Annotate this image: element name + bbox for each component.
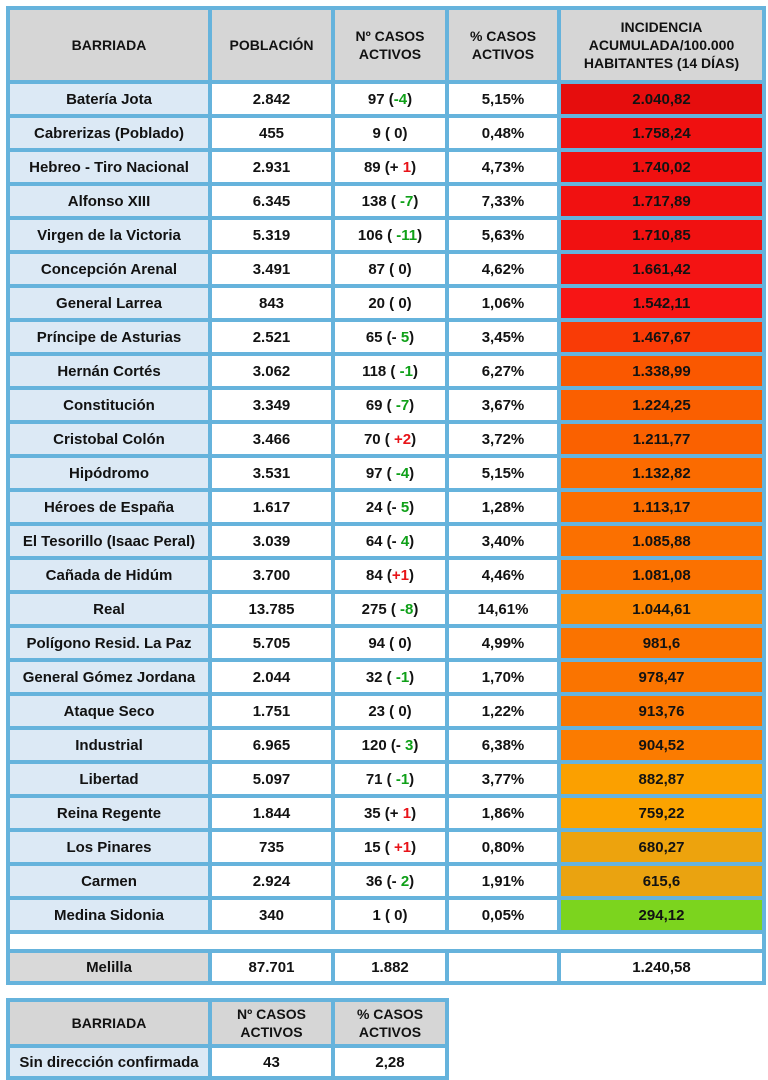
header-casos-activos: Nº CASOS ACTIVOS (333, 8, 447, 82)
casos-delta: 0 (398, 702, 407, 720)
incidencia-cell: 680,27 (559, 830, 764, 864)
barriada-cell: Concepción Arenal (8, 252, 210, 286)
casos-delta: 0 (394, 124, 403, 142)
table-row (8, 490, 764, 524)
pct-cell: 3,40% (447, 524, 559, 558)
incidencia-cell: 1.542,11 (559, 286, 764, 320)
pct-cell: 1,86% (447, 796, 559, 830)
pct-cell: 3,45% (447, 320, 559, 354)
barriada-cell: Cabrerizas (Poblado) (8, 116, 210, 150)
barriada-cell: Cañada de Hidúm (8, 558, 210, 592)
casos-cell: 275 ( -8) (333, 592, 447, 626)
header-casos-activos: Nº CASOS ACTIVOS (210, 1000, 333, 1046)
pct-cell: 5,15% (447, 82, 559, 116)
poblacion-cell: 2.521 (210, 320, 333, 354)
casos-cell: 138 ( -7) (333, 184, 447, 218)
table-row (8, 82, 764, 116)
table-row (8, 660, 764, 694)
barriada-cell: Alfonso XIII (8, 184, 210, 218)
incidencia-cell: 1.085,88 (559, 524, 764, 558)
casos-delta: 2 (400, 872, 410, 890)
casos-cell: 84 (+1) (333, 558, 447, 592)
casos-delta: +1 (393, 838, 412, 856)
totals-pct-cell (447, 951, 559, 983)
table-row (8, 184, 764, 218)
pct-cell: 1,91% (447, 864, 559, 898)
casos-cell: 97 ( -4) (333, 456, 447, 490)
incidencia-cell: 1.081,08 (559, 558, 764, 592)
poblacion-cell: 1.751 (210, 694, 333, 728)
casos-delta: +1 (391, 566, 409, 584)
spacer-row (8, 932, 764, 951)
poblacion-cell: 735 (210, 830, 333, 864)
incidence-table (6, 6, 766, 985)
casos-cell: 36 (- 2) (333, 864, 447, 898)
incidencia-cell: 1.211,77 (559, 422, 764, 456)
incidencia-cell: 904,52 (559, 728, 764, 762)
poblacion-cell: 455 (210, 116, 333, 150)
barriada-cell: Los Pinares (8, 830, 210, 864)
pct-cell: 0,05% (447, 898, 559, 932)
pct-cell: 2,28 (333, 1046, 447, 1078)
barriada-cell: Ataque Seco (8, 694, 210, 728)
incidencia-cell: 981,6 (559, 626, 764, 660)
casos-delta: 1 (402, 158, 412, 176)
incidencia-cell: 1.661,42 (559, 252, 764, 286)
poblacion-cell: 3.349 (210, 388, 333, 422)
barriada-cell: Batería Jota (8, 82, 210, 116)
incidence-table-body (8, 82, 764, 932)
poblacion-cell: 5.319 (210, 218, 333, 252)
casos-delta: -4 (393, 90, 408, 108)
unconfirmed-address-table (6, 998, 449, 1080)
casos-delta: -11 (396, 226, 418, 244)
casos-cell: 65 (- 5) (333, 320, 447, 354)
totals-poblacion-cell: 87.701 (210, 951, 333, 983)
poblacion-cell: 2.924 (210, 864, 333, 898)
casos-cell: 35 (+ 1) (333, 796, 447, 830)
table-row (8, 286, 764, 320)
table-row (8, 252, 764, 286)
barriada-cell: Polígono Resid. La Paz (8, 626, 210, 660)
casos-delta: 5 (400, 328, 410, 346)
barriada-cell: Príncipe de Asturias (8, 320, 210, 354)
table-row (8, 116, 764, 150)
casos-cell: 71 ( -1) (333, 762, 447, 796)
casos-cell: 64 (- 4) (333, 524, 447, 558)
table-row (8, 150, 764, 184)
incidencia-cell: 1.758,24 (559, 116, 764, 150)
incidencia-cell: 978,47 (559, 660, 764, 694)
poblacion-cell: 13.785 (210, 592, 333, 626)
pct-cell: 0,48% (447, 116, 559, 150)
header-pct-casos-activos: % CASOS ACTIVOS (333, 1000, 447, 1046)
pct-cell: 7,33% (447, 184, 559, 218)
poblacion-cell: 340 (210, 898, 333, 932)
incidencia-cell: 1.224,25 (559, 388, 764, 422)
casos-delta: -1 (395, 770, 410, 788)
barriada-cell: Libertad (8, 762, 210, 796)
pct-cell: 3,67% (447, 388, 559, 422)
casos-delta: -1 (395, 668, 410, 686)
poblacion-cell: 1.844 (210, 796, 333, 830)
casos-delta: +2 (393, 430, 412, 448)
unconfirmed-table-body (8, 1046, 447, 1078)
pct-cell: 4,99% (447, 626, 559, 660)
table-row (8, 524, 764, 558)
casos-delta: 0 (398, 294, 407, 312)
table-row (8, 1046, 447, 1078)
casos-cell: 9 ( 0) (333, 116, 447, 150)
poblacion-cell: 3.062 (210, 354, 333, 388)
totals-label-cell: Melilla (8, 951, 210, 983)
casos-delta: -1 (399, 362, 413, 380)
header-incidencia: INCIDENCIA ACUMULADA/100.000 HABITANTES (14 DÍAS) (559, 8, 764, 82)
barriada-cell: Virgen de la Victoria (8, 218, 210, 252)
pct-cell: 6,27% (447, 354, 559, 388)
pct-cell: 0,80% (447, 830, 559, 864)
barriada-cell: Hebreo - Tiro Nacional (8, 150, 210, 184)
casos-delta: 0 (398, 634, 407, 652)
barriada-cell: Hipódromo (8, 456, 210, 490)
pct-cell: 1,06% (447, 286, 559, 320)
casos-cell: 97 (-4) (333, 82, 447, 116)
poblacion-cell: 3.531 (210, 456, 333, 490)
incidencia-cell: 1.710,85 (559, 218, 764, 252)
totals-incidencia-cell: 1.240,58 (559, 951, 764, 983)
table-row (8, 422, 764, 456)
casos-delta: 0 (398, 260, 407, 278)
casos-cell: 15 ( +1) (333, 830, 447, 864)
incidencia-cell: 1.113,17 (559, 490, 764, 524)
barriada-cell: Carmen (8, 864, 210, 898)
casos-cell: 94 ( 0) (333, 626, 447, 660)
pct-cell: 6,38% (447, 728, 559, 762)
incidencia-cell: 1.467,67 (559, 320, 764, 354)
pct-cell: 3,77% (447, 762, 559, 796)
casos-delta: -7 (400, 192, 414, 210)
casos-cell: 118 ( -1) (333, 354, 447, 388)
casos-cell: 43 (210, 1046, 333, 1078)
table-row (8, 320, 764, 354)
casos-cell: 1 ( 0) (333, 898, 447, 932)
barriada-cell: Héroes de España (8, 490, 210, 524)
barriada-cell: Hernán Cortés (8, 354, 210, 388)
table-row (8, 456, 764, 490)
incidencia-cell: 1.717,89 (559, 184, 764, 218)
header-barriada: BARRIADA (8, 1000, 210, 1046)
pct-cell: 3,72% (447, 422, 559, 456)
incidence-table-footer (8, 932, 764, 983)
barriada-cell: General Gómez Jordana (8, 660, 210, 694)
casos-cell: 20 ( 0) (333, 286, 447, 320)
incidencia-cell: 1.338,99 (559, 354, 764, 388)
pct-cell: 4,62% (447, 252, 559, 286)
poblacion-cell: 6.965 (210, 728, 333, 762)
pct-cell: 5,63% (447, 218, 559, 252)
pct-cell: 1,28% (447, 490, 559, 524)
poblacion-cell: 1.617 (210, 490, 333, 524)
header-poblacion: POBLACIÓN (210, 8, 333, 82)
barriada-cell: Medina Sidonia (8, 898, 210, 932)
table-row (8, 592, 764, 626)
pct-cell: 14,61% (447, 592, 559, 626)
pct-cell: 4,73% (447, 150, 559, 184)
casos-cell: 87 ( 0) (333, 252, 447, 286)
casos-delta: 0 (394, 906, 403, 924)
casos-delta: -4 (395, 464, 410, 482)
totals-row (8, 951, 764, 983)
barriada-cell: Sin dirección confirmada (8, 1046, 210, 1078)
poblacion-cell: 843 (210, 286, 333, 320)
poblacion-cell: 2.842 (210, 82, 333, 116)
poblacion-cell: 3.039 (210, 524, 333, 558)
incidencia-cell: 1.044,61 (559, 592, 764, 626)
casos-cell: 32 ( -1) (333, 660, 447, 694)
poblacion-cell: 2.931 (210, 150, 333, 184)
casos-cell: 89 (+ 1) (333, 150, 447, 184)
barriada-cell: Reina Regente (8, 796, 210, 830)
table-row (8, 388, 764, 422)
table-row (8, 728, 764, 762)
spacer-cell (8, 932, 764, 951)
barriada-cell: El Tesorillo (Isaac Peral) (8, 524, 210, 558)
poblacion-cell: 3.466 (210, 422, 333, 456)
casos-delta: 4 (400, 532, 410, 550)
incidencia-cell: 294,12 (559, 898, 764, 932)
pct-cell: 1,70% (447, 660, 559, 694)
table-row (8, 898, 764, 932)
pct-cell: 1,22% (447, 694, 559, 728)
header-row (8, 8, 764, 82)
table-row (8, 558, 764, 592)
poblacion-cell: 6.345 (210, 184, 333, 218)
barriada-cell: Constitución (8, 388, 210, 422)
poblacion-cell: 2.044 (210, 660, 333, 694)
casos-cell: 106 ( -11) (333, 218, 447, 252)
barriada-cell: Real (8, 592, 210, 626)
poblacion-cell: 5.097 (210, 762, 333, 796)
table-row (8, 218, 764, 252)
poblacion-cell: 5.705 (210, 626, 333, 660)
header-barriada: BARRIADA (8, 8, 210, 82)
casos-delta: 5 (400, 498, 410, 516)
casos-delta: -8 (400, 600, 414, 618)
casos-cell: 69 ( -7) (333, 388, 447, 422)
casos-delta: 3 (405, 736, 414, 754)
header-pct-casos-activos: % CASOS ACTIVOS (447, 8, 559, 82)
barriada-cell: Industrial (8, 728, 210, 762)
table-row (8, 626, 764, 660)
incidencia-cell: 1.132,82 (559, 456, 764, 490)
casos-cell: 23 ( 0) (333, 694, 447, 728)
unconfirmed-table-header (8, 1000, 447, 1046)
table-row (8, 830, 764, 864)
incidence-table-header (8, 8, 764, 82)
casos-delta: 1 (402, 804, 412, 822)
casos-delta: -7 (395, 396, 410, 414)
table-row (8, 796, 764, 830)
poblacion-cell: 3.700 (210, 558, 333, 592)
totals-casos-cell: 1.882 (333, 951, 447, 983)
incidencia-cell: 882,87 (559, 762, 764, 796)
pct-cell: 4,46% (447, 558, 559, 592)
barriada-cell: General Larrea (8, 286, 210, 320)
header-row (8, 1000, 447, 1046)
table-row (8, 354, 764, 388)
table-row (8, 694, 764, 728)
incidencia-cell: 913,76 (559, 694, 764, 728)
table-row (8, 762, 764, 796)
incidencia-cell: 759,22 (559, 796, 764, 830)
poblacion-cell: 3.491 (210, 252, 333, 286)
table-row (8, 864, 764, 898)
incidencia-cell: 615,6 (559, 864, 764, 898)
pct-cell: 5,15% (447, 456, 559, 490)
casos-cell: 70 ( +2) (333, 422, 447, 456)
barriada-cell: Cristobal Colón (8, 422, 210, 456)
casos-cell: 24 (- 5) (333, 490, 447, 524)
incidencia-cell: 1.740,02 (559, 150, 764, 184)
incidencia-cell: 2.040,82 (559, 82, 764, 116)
casos-cell: 120 (- 3) (333, 728, 447, 762)
